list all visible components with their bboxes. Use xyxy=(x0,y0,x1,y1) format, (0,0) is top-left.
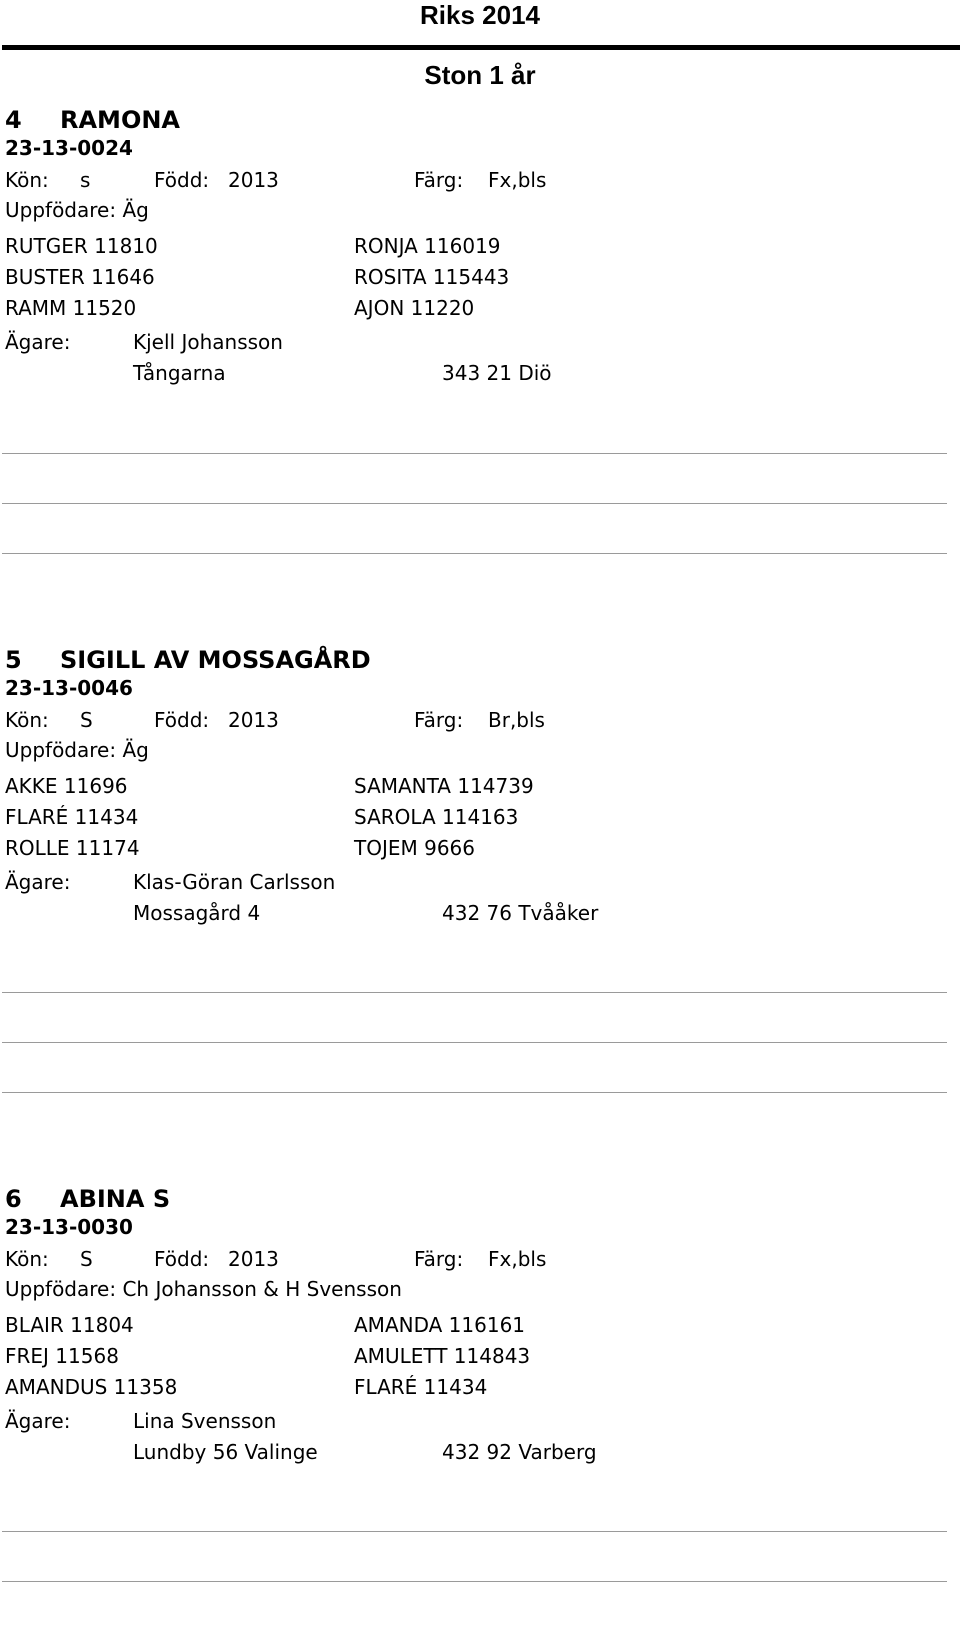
dam-line-item: ROSITA 115443 xyxy=(354,265,510,289)
born-label: Född: xyxy=(154,168,210,192)
entry-number: 4 xyxy=(5,106,22,134)
dam-line-item: AMULETT 114843 xyxy=(354,1344,531,1368)
sire-line-item: RAMM 11520 xyxy=(5,296,137,320)
sex-value: S xyxy=(80,1247,93,1271)
sex-value: S xyxy=(80,708,93,732)
horse-entry xyxy=(0,648,960,948)
owner-street: Tångarna xyxy=(133,361,226,385)
breeder-value: Äg xyxy=(122,198,149,222)
color-value: Br,bls xyxy=(488,708,545,732)
dam-line-item: RONJA 116019 xyxy=(354,234,501,258)
owner-name: Lina Svensson xyxy=(133,1409,277,1433)
breeder-row xyxy=(5,1279,402,1299)
born-label: Född: xyxy=(154,708,210,732)
horse-name: SIGILL AV MOSSAGÅRD xyxy=(60,646,371,674)
breeder-value: Äg xyxy=(122,738,149,762)
sire-line-item: AKKE 11696 xyxy=(5,774,128,798)
sire-line-item: RUTGER 11810 xyxy=(5,234,158,258)
divider-line xyxy=(2,553,947,554)
sire-line-item: BLAIR 11804 xyxy=(5,1313,134,1337)
color-label: Färg: xyxy=(414,708,464,732)
dam-line-item: AMANDA 116161 xyxy=(354,1313,526,1337)
breeder-label: Uppfödare: xyxy=(5,738,117,762)
owner-city: 432 76 Tvååker xyxy=(442,901,599,925)
color-label: Färg: xyxy=(414,1247,464,1271)
sire-line-item: FLARÉ 11434 xyxy=(5,805,139,829)
owner-label: Ägare: xyxy=(5,1409,71,1433)
horse-entry xyxy=(0,108,960,408)
sex-value: s xyxy=(80,168,91,192)
horse-name: RAMONA xyxy=(60,106,180,134)
owner-street: Mossagård 4 xyxy=(133,901,261,925)
sire-line-item: FREJ 11568 xyxy=(5,1344,119,1368)
owner-name: Klas-Göran Carlsson xyxy=(133,870,336,894)
sire-line-item: BUSTER 11646 xyxy=(5,265,155,289)
sire-line-item: AMANDUS 11358 xyxy=(5,1375,178,1399)
breeder-label: Uppfödare: xyxy=(5,1277,117,1301)
breeder-row xyxy=(5,200,149,220)
registration-number: 23-13-0030 xyxy=(5,1215,133,1239)
born-value: 2013 xyxy=(228,1247,279,1271)
dam-line-item: FLARÉ 11434 xyxy=(354,1375,488,1399)
owner-street: Lundby 56 Valinge xyxy=(133,1440,318,1464)
dam-line-item: SAMANTA 114739 xyxy=(354,774,534,798)
document-title: Riks 2014 xyxy=(420,0,540,30)
dam-line-item: TOJEM 9666 xyxy=(354,836,476,860)
horse-name: ABINA S xyxy=(60,1185,171,1213)
sex-label: Kön: xyxy=(5,708,49,732)
dam-line-item: SAROLA 114163 xyxy=(354,805,519,829)
born-label: Född: xyxy=(154,1247,210,1271)
divider-line xyxy=(2,1092,947,1093)
divider-line xyxy=(2,1581,947,1582)
horse-entry xyxy=(0,1187,960,1487)
owner-city: 432 92 Varberg xyxy=(442,1440,597,1464)
registration-number: 23-13-0046 xyxy=(5,676,133,700)
owner-name: Kjell Johansson xyxy=(133,330,283,354)
breeder-value: Ch Johansson & H Svensson xyxy=(122,1277,402,1301)
class-title: Ston 1 år xyxy=(424,60,536,90)
divider-line xyxy=(2,1042,947,1043)
color-label: Färg: xyxy=(414,168,464,192)
entry-number: 6 xyxy=(5,1185,22,1213)
owner-label: Ägare: xyxy=(5,330,71,354)
registration-number: 23-13-0024 xyxy=(5,136,133,160)
born-value: 2013 xyxy=(228,708,279,732)
owner-city: 343 21 Diö xyxy=(442,361,552,385)
owner-label: Ägare: xyxy=(5,870,71,894)
sex-label: Kön: xyxy=(5,1247,49,1271)
color-value: Fx,bls xyxy=(488,1247,547,1271)
divider-line xyxy=(2,503,947,504)
header-divider xyxy=(2,45,960,50)
sex-label: Kön: xyxy=(5,168,49,192)
dam-line-item: AJON 11220 xyxy=(354,296,475,320)
entry-number: 5 xyxy=(5,646,22,674)
divider-line xyxy=(2,992,947,993)
breeder-label: Uppfödare: xyxy=(5,198,117,222)
divider-line xyxy=(2,453,947,454)
breeder-row xyxy=(5,740,149,760)
sire-line-item: ROLLE 11174 xyxy=(5,836,140,860)
color-value: Fx,bls xyxy=(488,168,547,192)
born-value: 2013 xyxy=(228,168,279,192)
divider-line xyxy=(2,1531,947,1532)
